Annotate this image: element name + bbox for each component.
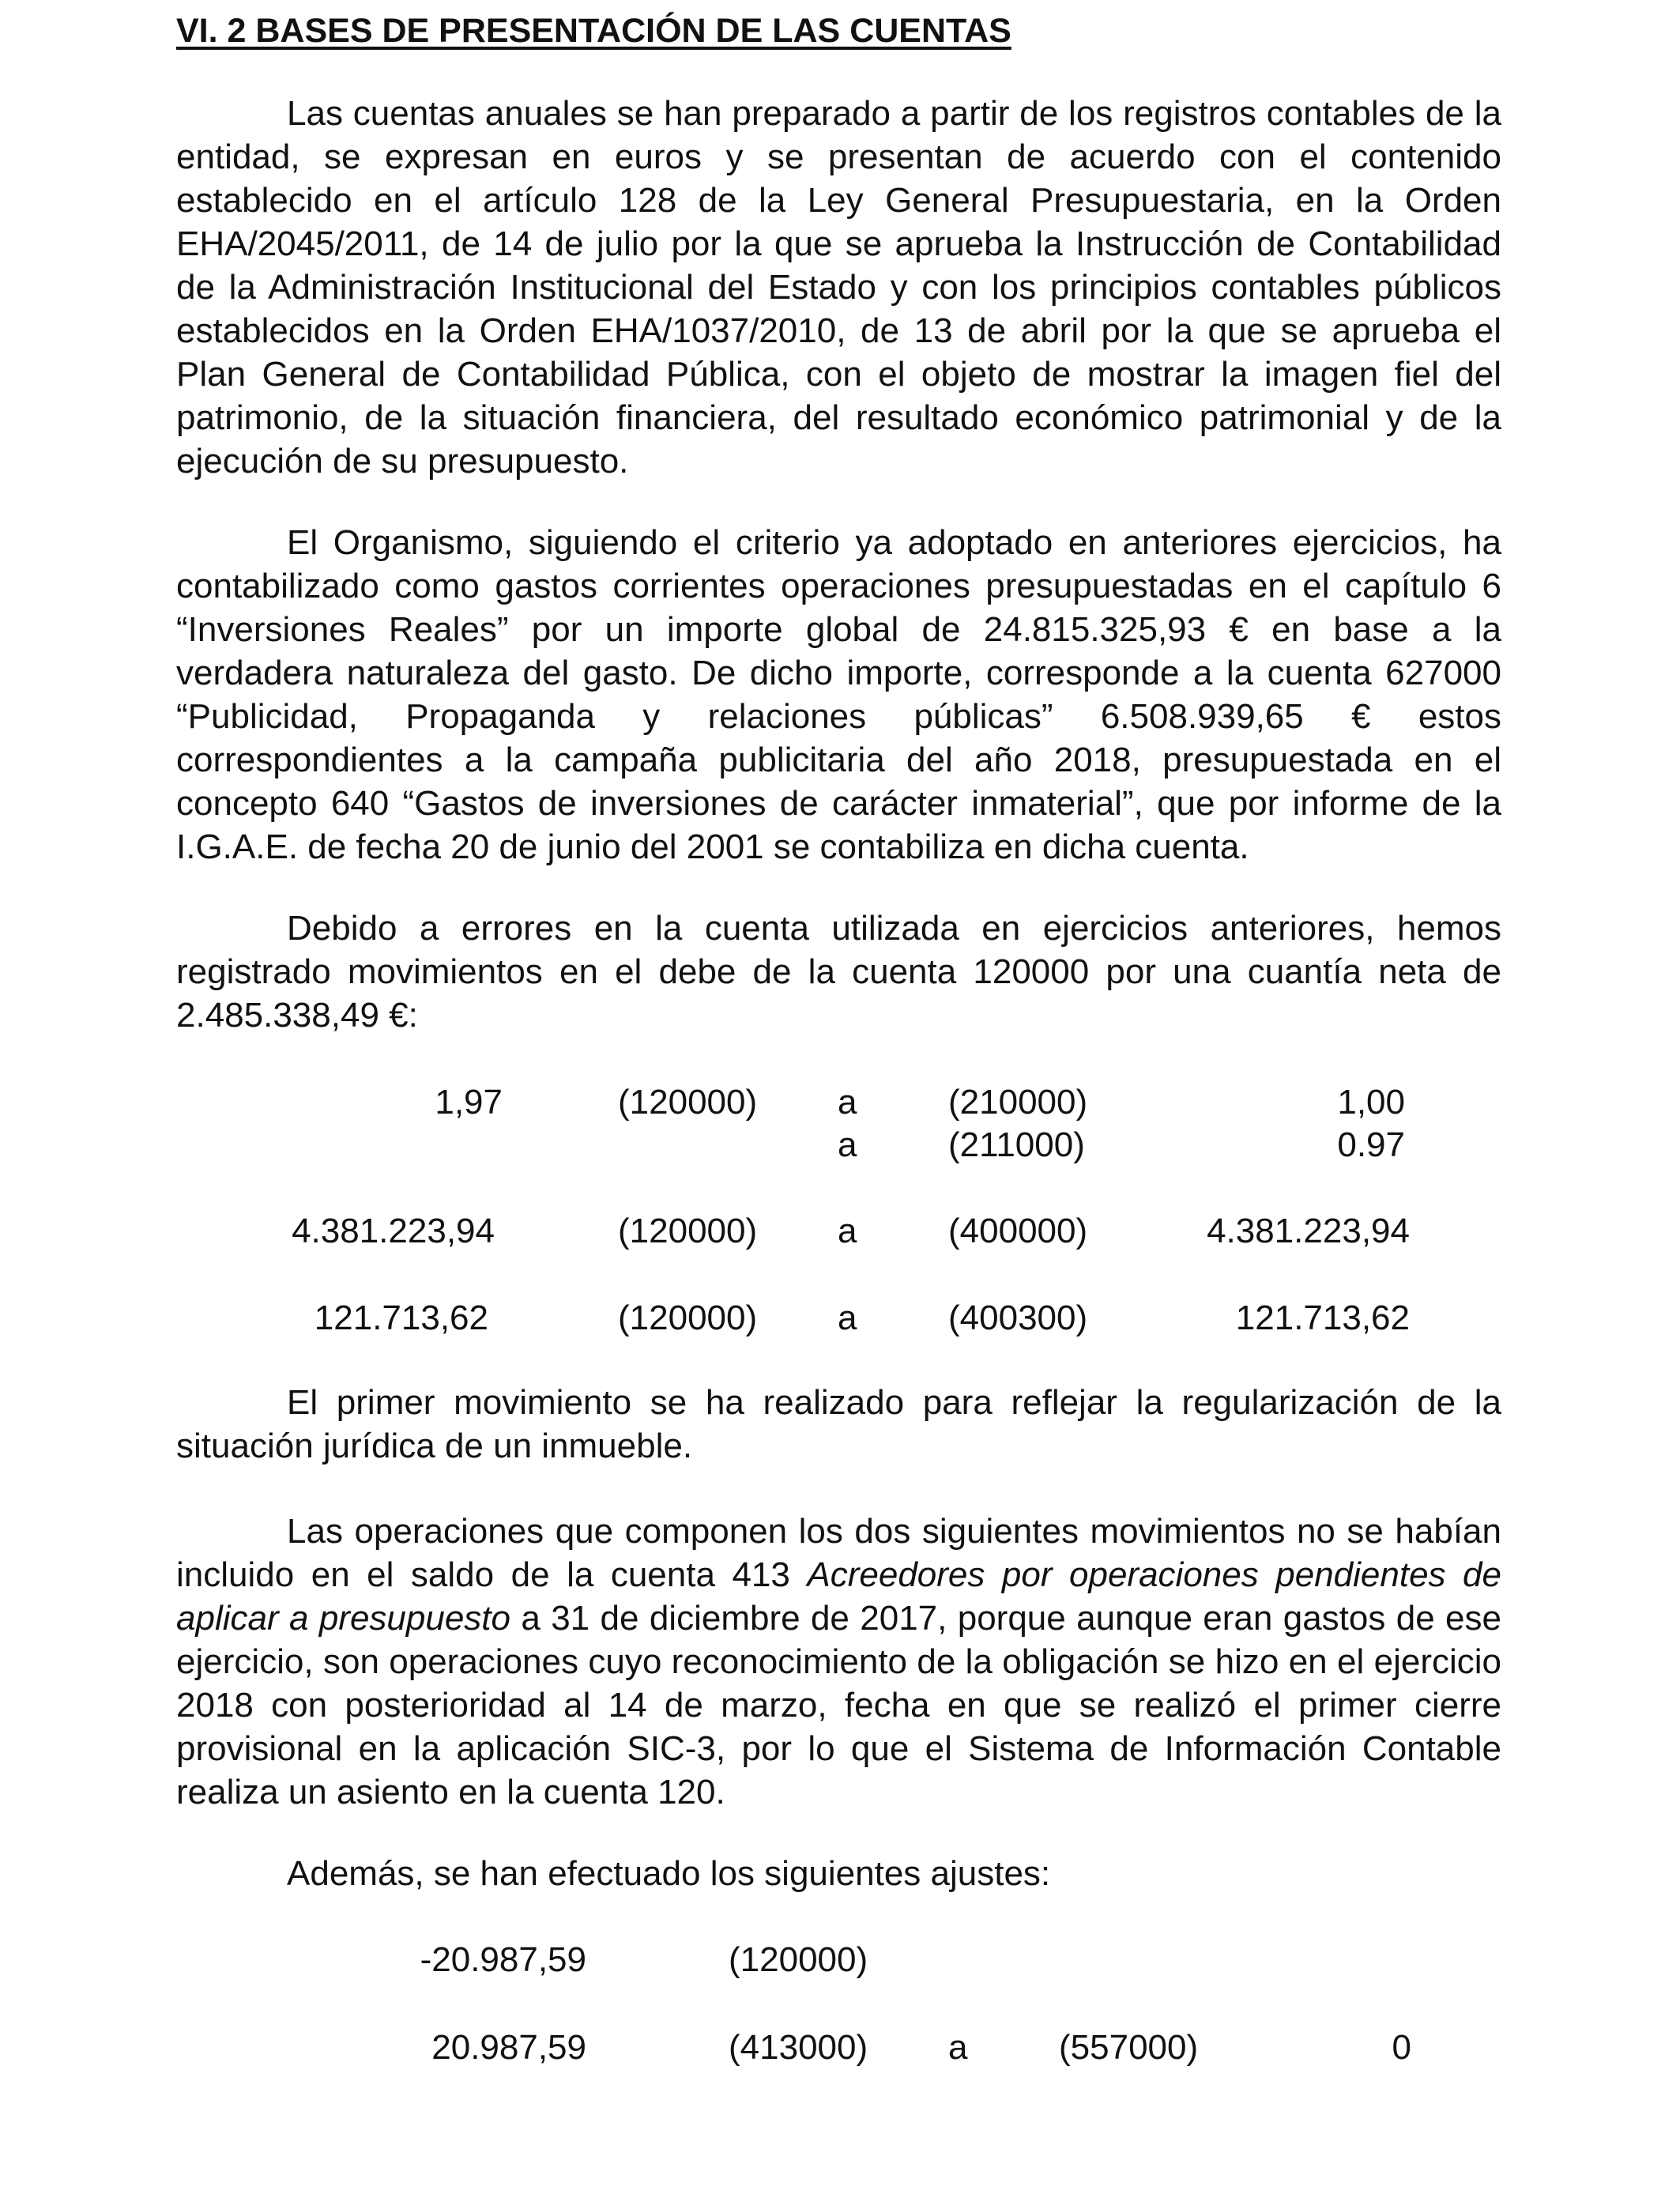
entry-debit-account: (120000) — [618, 1299, 758, 1337]
paragraph-ajustes — [176, 1852, 1501, 1895]
entry-connector: a — [838, 1299, 857, 1337]
paragraph-text: Debido a errores en la cuenta utilizada en ejercicios anteriores, hemos registrado movimientos en el debe de la cuenta 120000 por una cuantía neta de 2.485.338,49 €: — [176, 909, 1501, 1035]
paragraph-text: El Organismo, siguiendo el criterio ya adoptado en anteriores ejercicios, ha contabilizado como gastos corrientes operaciones presupuestadas en el capítulo 6 “Inversiones Reales” por un importe global de 24.815.325,93 € en base a la verdadera naturaleza del gasto. De dicho importe, corresponde a la cuenta 627000 “Publicidad, Propaganda y relaciones públicas” 6.508.939,65 € estos correspondientes a la campaña publicitaria del año 2018, presupuestada en el concepto 640 “Gastos de inversiones de carácter inmaterial”, que por informe de la I.G.A.E. de fecha 20 de junio del 2001 se contabiliza en dicha cuenta. — [176, 523, 1501, 866]
entry-credit-account: (400000) — [948, 1212, 1088, 1250]
entry-debit-account: (120000) — [618, 1212, 758, 1250]
paragraph-primer-movimiento — [176, 1381, 1501, 1468]
adjustment-debit-account: (413000) — [729, 2028, 868, 2067]
account-name-italic: Acreedores por operaciones pendientes de aplicar a presupuesto — [176, 1555, 1501, 1638]
adjustment-debit-account: (120000) — [729, 1940, 868, 1979]
paragraph-presentation — [176, 92, 1501, 483]
paragraph-text: Las operaciones que componen los dos siguientes movimientos no se habían incluido en el saldo de la cuenta 413 — [176, 1512, 1501, 1594]
entry-connector: a — [838, 1125, 857, 1164]
paragraph-text: El primer movimiento se ha realizado para reflejar la regularización de la situación jurídica de un inmueble. — [176, 1383, 1501, 1465]
paragraph-text: a 31 de diciembre de 2017, porque aunque eran gastos de ese ejercicio, son operaciones cuyo reconocimiento de la obligación se hizo en el ejercicio 2018 con posterioridad al 14 de marzo, fecha en que se realizó el primer cierre provisional en la aplicación SIC-3, por lo que el Sistema de Información Contable realiza un asiento en la cuenta 120. — [176, 1599, 1501, 1811]
adjustment-credit-amount: 0 — [1392, 2028, 1411, 2067]
entry-credit-amount: 1,00 — [1337, 1083, 1405, 1122]
adjustment-amount: -20.987,59 — [420, 1940, 586, 1979]
entry-amount: 121.713,62 — [314, 1299, 488, 1337]
entry-connector: a — [838, 1212, 857, 1250]
entry-credit-amount: 121.713,62 — [1235, 1299, 1410, 1337]
entry-credit-account: (400300) — [948, 1299, 1088, 1337]
paragraph-text: Las cuentas anuales se han preparado a partir de los registros contables de la entidad, se expresan en euros y se presentan de acuerdo con el contenido establecido en el artículo 128 de la Ley General Presupuestaria, en la Orden EHA/2045/2011, de 14 de julio por la que se aprueba la Instrucción de Contabilidad de la Administración Institucional del Estado y con los principios contables públicos establecidos en la Orden EHA/1037/2010, de 13 de abril por la que se aprueba el Plan General de Contabilidad Pública, con el objeto de mostrar la imagen fiel del patrimonio, de la situación financiera, del resultado económico patrimonial y de la ejecución de su presupuesto. — [176, 94, 1501, 481]
entry-connector: a — [838, 1083, 857, 1122]
entry-amount: 1,97 — [435, 1083, 503, 1122]
entry-credit-amount: 0.97 — [1337, 1125, 1405, 1164]
paragraph-organismo — [176, 521, 1501, 869]
section-title: VI. 2 BASES DE PRESENTACIÓN DE LAS CUENTAS — [176, 12, 1011, 50]
paragraph-operaciones — [176, 1510, 1501, 1814]
entry-credit-account: (211000) — [948, 1125, 1085, 1164]
paragraph-errores — [176, 907, 1501, 1037]
paragraph-text: Además, se han efectuado los siguientes ajustes: — [287, 1854, 1051, 1893]
entry-credit-amount: 4.381.223,94 — [1207, 1212, 1410, 1250]
adjustment-amount: 20.987,59 — [431, 2028, 586, 2067]
adjustment-connector: a — [948, 2028, 968, 2067]
entry-amount: 4.381.223,94 — [292, 1212, 495, 1250]
entry-debit-account: (120000) — [618, 1083, 758, 1122]
adjustment-credit-account: (557000) — [1059, 2028, 1199, 2067]
entry-credit-account: (210000) — [948, 1083, 1088, 1122]
